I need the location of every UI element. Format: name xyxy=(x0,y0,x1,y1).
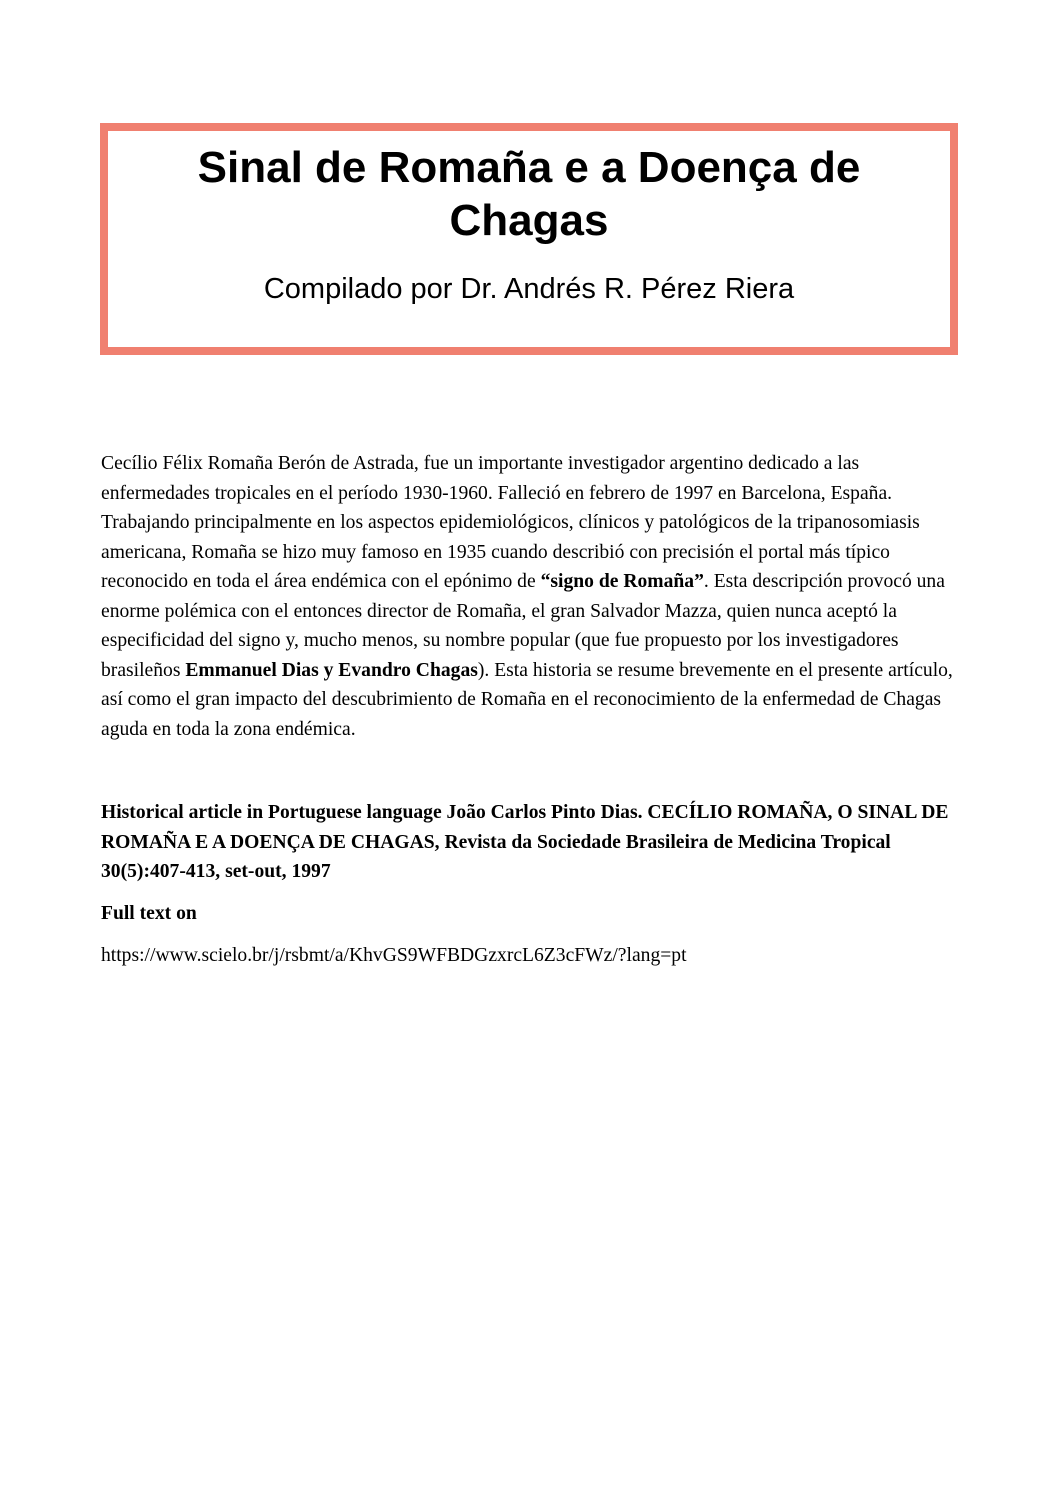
fulltext-url: https://www.scielo.br/j/rsbmt/a/KhvGS9WFBDGzxrcL6Z3cFWz/?lang=pt xyxy=(101,945,687,966)
abstract-text-part2: . Esta descripción provocó una enorme polémica con el entonces director de Romaña, el gran Salvador Mazza, quien nunca aceptó la especificidad del signo y, mucho menos, su nombre popular (que fue propuesto por los investigadores brasileños xyxy=(101,571,945,681)
abstract-bold-researchers: Emmanuel Dias y Evandro Chagas xyxy=(185,659,478,681)
abstract-text-part3: ). Esta historia se resume brevemente en el presente artículo, así como el gran impacto del descubrimiento de Romaña en el reconocimiento de la enfermedad de Chagas aguda en toda la zona endémica. xyxy=(101,659,953,740)
document-subtitle: Compilado por Dr. Andrés R. Pérez Riera xyxy=(263,273,795,305)
abstract-text-part1: Cecílio Félix Romaña Berón de Astrada, fue un importante investigador argentino dedicado a las enfermedades tropicales en el período 1930-1960. Falleció en febrero de 1997 en Barcelona, España. Trabajando principalmente en los aspectos epidemiológicos, clínicos y patológicos de la tripanosomiasis americana, Romaña se hizo muy famoso en 1935 cuando describió con precisión el portal más típico reconocido en toda el área endémica con el epónimo de xyxy=(101,453,920,592)
document-title: Sinal de Romaña e a Doença de Chagas xyxy=(197,143,861,245)
abstract-bold-signo: “signo de Romaña” xyxy=(540,571,704,592)
title-box xyxy=(100,123,958,355)
citation: Historical article in Portuguese language João Carlos Pinto Dias. CECÍLIO ROMAÑA, O SINAL DE ROMAÑA E A DOENÇA DE CHAGAS, Revista da Sociedade Brasileira de Medicina Tropical 30(5):407-413, set-out, 1997 xyxy=(101,802,949,882)
abstract-paragraph xyxy=(101,449,963,744)
fulltext-label: Full text on xyxy=(101,903,197,924)
